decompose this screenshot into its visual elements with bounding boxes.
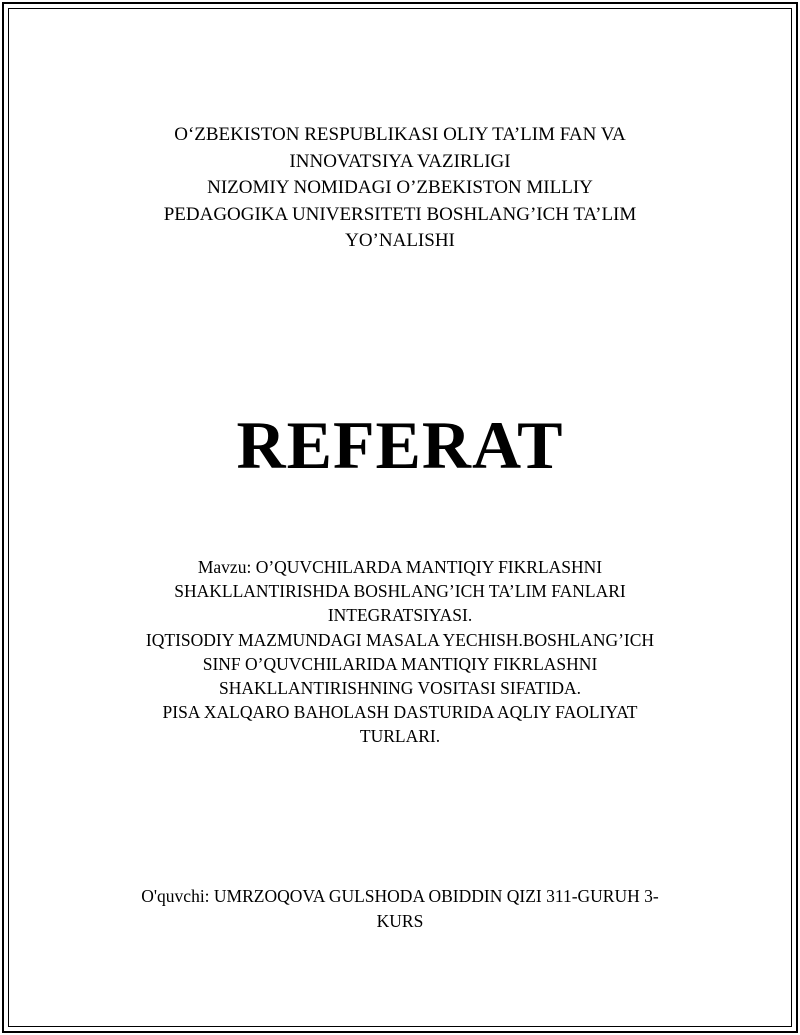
- header-line: NIZOMIY NOMIDAGI O’ZBEKISTON MILLIY: [207, 177, 593, 198]
- topic-line: INTEGRATSIYASI.: [327, 605, 473, 626]
- student-info: [100, 884, 700, 933]
- header-line: O‘ZBEKISTON RESPUBLIKASI OLIY TA’LIM FAN VA: [174, 124, 626, 145]
- header-line: INNOVATSIYA VAZIRLIGI: [289, 150, 511, 172]
- topic-block: [100, 555, 700, 749]
- header-line: PEDAGOGIKA UNIVERSITETI BOSHLANG’ICH TA’LIM: [163, 203, 637, 225]
- topic-line: IQTISODIY MAZMUNDAGI MASALA YECHISH.BOSHLANG’ICH: [145, 629, 655, 650]
- document-title: REFERAT: [236, 407, 564, 483]
- topic-line: TURLARI.: [359, 726, 441, 747]
- topic-line: SHAKLLANTIRISHDA BOSHLANG’ICH TA’LIM FANLARI: [174, 581, 626, 602]
- institution-header: [100, 122, 700, 255]
- topic-line: Mavzu: O’QUVCHILARDA MANTIQIY FIKRLASHNI: [197, 557, 603, 577]
- topic-line: SHAKLLANTIRISHNING VOSITASI SIFATIDA.: [218, 678, 582, 699]
- student-line: KURS: [376, 910, 424, 931]
- header-line: YO’NALISHI: [345, 230, 455, 251]
- student-line: O'quvchi: UMRZOQOVA GULSHODA OBIDDIN QIZI 311-GURUH 3-: [141, 886, 659, 906]
- topic-line: SINF O’QUVCHILARIDA MANTIQIY FIKRLASHNI: [202, 653, 598, 674]
- topic-line: PISA XALQARO BAHOLASH DASTURIDA AQLIY FAOLIYAT: [162, 702, 638, 723]
